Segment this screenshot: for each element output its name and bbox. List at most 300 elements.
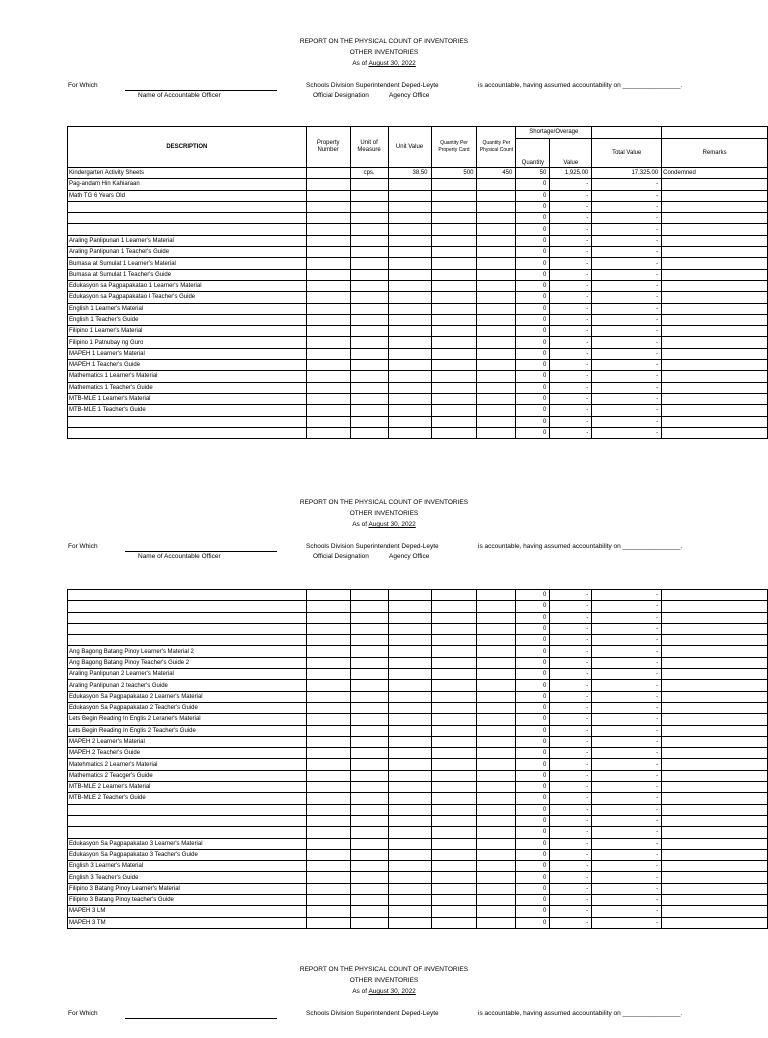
cell-property xyxy=(306,427,350,438)
cell-desc: Mathematics 1 Learner's Material xyxy=(68,371,307,382)
table-row xyxy=(68,657,768,668)
cell-unit xyxy=(350,635,388,646)
cell-desc: Filipino 3 Batang Pinoy Learner's Material xyxy=(68,883,307,894)
cell-remarks xyxy=(662,348,768,359)
table-row xyxy=(68,748,768,759)
table-row xyxy=(68,292,768,303)
accountability-statement: is accountable, having assumed accountability on ________________. xyxy=(478,1010,683,1017)
cell-qty-card xyxy=(431,770,477,781)
cell-qty-count xyxy=(477,804,516,815)
cell-remarks xyxy=(662,669,768,680)
cell-qty-count xyxy=(477,691,516,702)
cell-qty-card xyxy=(431,201,477,212)
cell-short-val: - xyxy=(550,258,592,269)
cell-property xyxy=(306,382,350,393)
cell-short-val: - xyxy=(550,669,592,680)
cell-qty-card xyxy=(431,405,477,416)
cell-qty-count xyxy=(477,635,516,646)
cell-remarks xyxy=(662,714,768,725)
cell-remarks xyxy=(662,224,768,235)
cell-unit-value xyxy=(388,736,431,747)
cell-remarks xyxy=(662,906,768,917)
report-header xyxy=(0,36,768,69)
cell-unit-value xyxy=(388,883,431,894)
cell-qty-count xyxy=(477,235,516,246)
cell-short-val: - xyxy=(550,815,592,826)
table-row xyxy=(68,326,768,337)
cell-remarks xyxy=(662,635,768,646)
table-row xyxy=(68,623,768,634)
cell-unit xyxy=(350,849,388,860)
cell-desc: MAPEH 1 Learner's Material xyxy=(68,348,307,359)
cell-short-qty: 0 xyxy=(516,314,550,325)
cell-qty-card xyxy=(431,303,477,314)
table-row xyxy=(68,838,768,849)
cell-short-val: - xyxy=(550,601,592,612)
officer-name-line xyxy=(125,90,277,91)
cell-property xyxy=(306,303,350,314)
cell-unit-value xyxy=(388,793,431,804)
cell-qty-count xyxy=(477,427,516,438)
cell-unit-value xyxy=(388,405,431,416)
cell-property xyxy=(306,669,350,680)
cell-short-val: - xyxy=(550,646,592,657)
cell-property xyxy=(306,590,350,601)
cell-short-val: - xyxy=(550,612,592,623)
cell-unit-value xyxy=(388,590,431,601)
cell-unit-value xyxy=(388,371,431,382)
cell-total: - xyxy=(592,247,662,258)
table-row xyxy=(68,314,768,325)
cell-desc: Araling Panlipunan 2 teacher's Guide xyxy=(68,680,307,691)
cell-property xyxy=(306,804,350,815)
cell-short-qty: 0 xyxy=(516,280,550,291)
cell-short-qty: 0 xyxy=(516,725,550,736)
cell-qty-count xyxy=(477,838,516,849)
cell-desc xyxy=(68,590,307,601)
cell-property xyxy=(306,235,350,246)
cell-short-qty: 0 xyxy=(516,623,550,634)
cell-desc: Ang Bagong Batang Pinoy Learner's Material 2 xyxy=(68,646,307,657)
cell-qty-count xyxy=(477,303,516,314)
cell-qty-count xyxy=(477,382,516,393)
cell-unit-value xyxy=(388,213,431,224)
cell-qty-count xyxy=(477,337,516,348)
cell-qty-card xyxy=(431,213,477,224)
cell-desc: MTB-MLE 1 Learner's Material xyxy=(68,393,307,404)
cell-short-val: - xyxy=(550,405,592,416)
cell-property xyxy=(306,725,350,736)
cell-remarks xyxy=(662,815,768,826)
cell-qty-card xyxy=(431,906,477,917)
table-row xyxy=(68,590,768,601)
cell-qty-count xyxy=(477,736,516,747)
cell-short-qty: 0 xyxy=(516,337,550,348)
cell-unit-value xyxy=(388,702,431,713)
cell-unit xyxy=(350,770,388,781)
cell-desc: Filipino 1 Learner's Material xyxy=(68,326,307,337)
cell-short-val: - xyxy=(550,326,592,337)
cell-short-qty: 0 xyxy=(516,360,550,371)
cell-qty-card xyxy=(431,748,477,759)
cell-qty-card xyxy=(431,326,477,337)
cell-qty-count xyxy=(477,201,516,212)
agency-label: Agency Office xyxy=(389,553,430,560)
table-row xyxy=(68,348,768,359)
cell-short-val: - xyxy=(550,235,592,246)
cell-unit-value xyxy=(388,179,431,190)
cell-unit xyxy=(350,623,388,634)
cell-total: - xyxy=(592,736,662,747)
report-title: REPORT ON THE PHYSICAL COUNT OF INVENTORIES xyxy=(299,966,469,973)
cell-qty-card xyxy=(431,917,477,928)
cell-remarks xyxy=(662,657,768,668)
cell-property xyxy=(306,258,350,269)
cell-short-qty: 0 xyxy=(516,201,550,212)
table-row xyxy=(68,691,768,702)
cell-desc: Bumasa at Sumulat 1 Learner's Material xyxy=(68,258,307,269)
cell-desc: English 1 Learner's Material xyxy=(68,303,307,314)
table-row xyxy=(68,280,768,291)
officer-name-label: Name of Accountable Officer xyxy=(138,553,221,560)
cell-desc xyxy=(68,224,307,235)
cell-total: - xyxy=(592,838,662,849)
cell-remarks xyxy=(662,247,768,258)
cell-short-val: - xyxy=(550,691,592,702)
cell-short-val: - xyxy=(550,702,592,713)
cell-remarks xyxy=(662,849,768,860)
cell-total: - xyxy=(592,292,662,303)
cell-remarks xyxy=(662,691,768,702)
table-row xyxy=(68,303,768,314)
report-subtitle: OTHER INVENTORIES xyxy=(349,977,419,984)
cell-unit-value xyxy=(388,748,431,759)
cell-qty-count xyxy=(477,612,516,623)
cell-unit-value xyxy=(388,917,431,928)
cell-short-val: - xyxy=(550,635,592,646)
report-section-2 xyxy=(0,497,768,571)
table-row xyxy=(68,416,768,427)
cell-qty-count xyxy=(477,224,516,235)
report-title: REPORT ON THE PHYSICAL COUNT OF INVENTORIES xyxy=(299,499,469,506)
cell-short-val: - xyxy=(550,427,592,438)
cell-short-val: - xyxy=(550,793,592,804)
cell-property xyxy=(306,612,350,623)
cell-qty-card xyxy=(431,635,477,646)
cell-short-qty: 0 xyxy=(516,258,550,269)
cell-desc: MTB-MLE 2 Learner's Material xyxy=(68,782,307,793)
cell-remarks xyxy=(662,804,768,815)
cell-total: - xyxy=(592,917,662,928)
cell-remarks xyxy=(662,179,768,190)
report-date: As of August 30, 2022 xyxy=(352,60,416,67)
cell-property xyxy=(306,280,350,291)
cell-unit-value xyxy=(388,657,431,668)
cell-unit-value xyxy=(388,669,431,680)
cell-unit xyxy=(350,917,388,928)
cell-total: - xyxy=(592,280,662,291)
cell-desc xyxy=(68,201,307,212)
cell-desc xyxy=(68,623,307,634)
cell-unit-value xyxy=(388,838,431,849)
cell-qty-count xyxy=(477,906,516,917)
cell-short-qty: 0 xyxy=(516,827,550,838)
designation-label: Official Designation xyxy=(313,553,369,560)
officer-name-line xyxy=(125,551,277,552)
cell-remarks xyxy=(662,612,768,623)
cell-unit xyxy=(350,247,388,258)
cell-total: - xyxy=(592,416,662,427)
cell-total: - xyxy=(592,872,662,883)
cell-property xyxy=(306,314,350,325)
cell-total: - xyxy=(592,337,662,348)
cell-short-qty: 0 xyxy=(516,224,550,235)
cell-unit xyxy=(350,235,388,246)
cell-qty-count xyxy=(477,601,516,612)
cell-short-val: - xyxy=(550,590,592,601)
cell-unit xyxy=(350,906,388,917)
cell-property xyxy=(306,405,350,416)
cell-desc xyxy=(68,416,307,427)
cell-short-val: - xyxy=(550,190,592,201)
cell-property xyxy=(306,657,350,668)
cell-unit-value xyxy=(388,235,431,246)
cell-total: - xyxy=(592,669,662,680)
table-row xyxy=(68,782,768,793)
table-row xyxy=(68,371,768,382)
table-row xyxy=(68,895,768,906)
cell-remarks xyxy=(662,393,768,404)
cell-unit xyxy=(350,416,388,427)
cell-qty-card xyxy=(431,190,477,201)
cell-property xyxy=(306,337,350,348)
table-row xyxy=(68,646,768,657)
cell-total: - xyxy=(592,405,662,416)
table-row xyxy=(68,258,768,269)
cell-unit-value xyxy=(388,680,431,691)
cell-property xyxy=(306,416,350,427)
cell-unit-value xyxy=(388,815,431,826)
cell-short-val: - xyxy=(550,314,592,325)
inventory-table-2 xyxy=(67,589,768,929)
cell-qty-card xyxy=(431,292,477,303)
cell-qty-card xyxy=(431,590,477,601)
table-row xyxy=(68,883,768,894)
cell-total: - xyxy=(592,657,662,668)
cell-remarks xyxy=(662,872,768,883)
cell-qty-card xyxy=(431,235,477,246)
cell-short-qty: 0 xyxy=(516,861,550,872)
cell-qty-count xyxy=(477,702,516,713)
cell-unit-value xyxy=(388,303,431,314)
cell-property xyxy=(306,770,350,781)
cell-desc: Araling Panlipunan 1 Teacher's Guide xyxy=(68,247,307,258)
cell-qty-card xyxy=(431,702,477,713)
cell-property xyxy=(306,179,350,190)
cell-total: - xyxy=(592,895,662,906)
cell-short-val: - xyxy=(550,838,592,849)
cell-unit xyxy=(350,337,388,348)
cell-desc: Mathematics 2 Teacger's Guide xyxy=(68,770,307,781)
cell-total: - xyxy=(592,224,662,235)
cell-qty-card xyxy=(431,827,477,838)
cell-qty-count xyxy=(477,258,516,269)
cell-short-qty: 0 xyxy=(516,872,550,883)
designation-text: Schools Division Superintendent Deped-Leyte xyxy=(306,543,439,550)
cell-remarks xyxy=(662,770,768,781)
cell-remarks xyxy=(662,314,768,325)
cell-short-val: - xyxy=(550,883,592,894)
table-row xyxy=(68,849,768,860)
cell-short-val: - xyxy=(550,416,592,427)
cell-short-val: - xyxy=(550,680,592,691)
cell-qty-count xyxy=(477,269,516,280)
cell-short-qty: 0 xyxy=(516,748,550,759)
report-section-1 xyxy=(0,36,768,110)
accountability-block xyxy=(0,543,768,571)
cell-qty-card xyxy=(431,416,477,427)
cell-short-qty: 0 xyxy=(516,849,550,860)
table-row xyxy=(68,213,768,224)
cell-unit-value xyxy=(388,635,431,646)
designation-text: Schools Division Superintendent Deped-Leyte xyxy=(306,1010,439,1017)
cell-total: - xyxy=(592,612,662,623)
cell-desc: Math TG 6 Years Old xyxy=(68,190,307,201)
table-row xyxy=(68,861,768,872)
table-row xyxy=(68,224,768,235)
report-title: REPORT ON THE PHYSICAL COUNT OF INVENTORIES xyxy=(299,38,469,45)
cell-remarks xyxy=(662,646,768,657)
cell-qty-card xyxy=(431,872,477,883)
cell-unit xyxy=(350,702,388,713)
cell-short-qty: 0 xyxy=(516,235,550,246)
cell-short-val: - xyxy=(550,906,592,917)
cell-qty-card xyxy=(431,861,477,872)
col-qty-property-card: Quantity Per Property Card xyxy=(431,127,477,168)
cell-qty-count xyxy=(477,872,516,883)
cell-unit-value xyxy=(388,247,431,258)
cell-remarks xyxy=(662,782,768,793)
cell-short-qty: 0 xyxy=(516,680,550,691)
cell-short-val: - xyxy=(550,247,592,258)
cell-property xyxy=(306,691,350,702)
cell-unit xyxy=(350,326,388,337)
cell-qty-count xyxy=(477,815,516,826)
cell-desc: MAPEH 2 Learner's Material xyxy=(68,736,307,747)
cell-unit xyxy=(350,759,388,770)
table-row xyxy=(68,669,768,680)
cell-total: - xyxy=(592,326,662,337)
cell-desc: Lets Begin Reading In Englis 2 Teacher's Guide xyxy=(68,725,307,736)
cell-qty-count xyxy=(477,348,516,359)
cell-qty-count xyxy=(477,393,516,404)
cell-qty-card xyxy=(431,657,477,668)
cell-qty-card xyxy=(431,601,477,612)
cell-unit xyxy=(350,190,388,201)
cell-unit-value xyxy=(388,646,431,657)
cell-qty-count xyxy=(477,714,516,725)
cell-short-qty: 0 xyxy=(516,612,550,623)
table-row xyxy=(68,393,768,404)
table-row xyxy=(68,759,768,770)
cell-short-qty: 0 xyxy=(516,326,550,337)
cell-total: - xyxy=(592,725,662,736)
cell-remarks xyxy=(662,590,768,601)
cell-qty-count xyxy=(477,416,516,427)
cell-unit-value xyxy=(388,258,431,269)
table-row xyxy=(68,601,768,612)
cell-unit xyxy=(350,680,388,691)
cell-property xyxy=(306,872,350,883)
cell-total: - xyxy=(592,623,662,634)
cell-qty-card xyxy=(431,348,477,359)
cell-remarks xyxy=(662,269,768,280)
cell-qty-card xyxy=(431,669,477,680)
cell-unit xyxy=(350,815,388,826)
cell-qty-count xyxy=(477,646,516,657)
cell-remarks xyxy=(662,213,768,224)
cell-short-qty: 0 xyxy=(516,292,550,303)
cell-unit xyxy=(350,793,388,804)
cell-property xyxy=(306,213,350,224)
cell-property xyxy=(306,168,350,179)
cell-remarks xyxy=(662,201,768,212)
cell-property xyxy=(306,646,350,657)
cell-short-val: - xyxy=(550,657,592,668)
cell-short-val: - xyxy=(550,861,592,872)
table-row xyxy=(68,815,768,826)
table-row xyxy=(68,680,768,691)
cell-unit xyxy=(350,601,388,612)
accountability-block xyxy=(0,1010,768,1038)
report-subtitle: OTHER INVENTORIES xyxy=(349,49,419,56)
cell-short-qty: 0 xyxy=(516,669,550,680)
cell-qty-card xyxy=(431,337,477,348)
cell-remarks xyxy=(662,280,768,291)
cell-qty-count xyxy=(477,827,516,838)
cell-desc: Lets Begin Reading In Englis 2 Leraner's Material xyxy=(68,714,307,725)
cell-remarks xyxy=(662,337,768,348)
table-row xyxy=(68,917,768,928)
cell-qty-count xyxy=(477,895,516,906)
cell-short-val: - xyxy=(550,360,592,371)
accountability-statement: is accountable, having assumed accountability on ________________. xyxy=(478,82,683,89)
cell-unit-value xyxy=(388,201,431,212)
cell-total: - xyxy=(592,714,662,725)
cell-property xyxy=(306,861,350,872)
cell-property xyxy=(306,827,350,838)
cell-desc: Kindergarten Activity Sheets xyxy=(68,168,307,179)
cell-total: - xyxy=(592,269,662,280)
cell-qty-card xyxy=(431,371,477,382)
cell-unit-value xyxy=(388,770,431,781)
cell-qty-count xyxy=(477,917,516,928)
table-row xyxy=(68,702,768,713)
cell-property xyxy=(306,736,350,747)
cell-qty-card xyxy=(431,179,477,190)
cell-short-qty: 0 xyxy=(516,269,550,280)
table-row xyxy=(68,714,768,725)
cell-unit-value xyxy=(388,337,431,348)
cell-short-qty: 0 xyxy=(516,782,550,793)
cell-total: - xyxy=(592,827,662,838)
col-total-value: Total Value xyxy=(592,139,662,168)
cell-remarks xyxy=(662,917,768,928)
cell-property xyxy=(306,190,350,201)
cell-total: - xyxy=(592,748,662,759)
cell-short-val: - xyxy=(550,201,592,212)
for-which-label: For Which xyxy=(68,82,98,89)
